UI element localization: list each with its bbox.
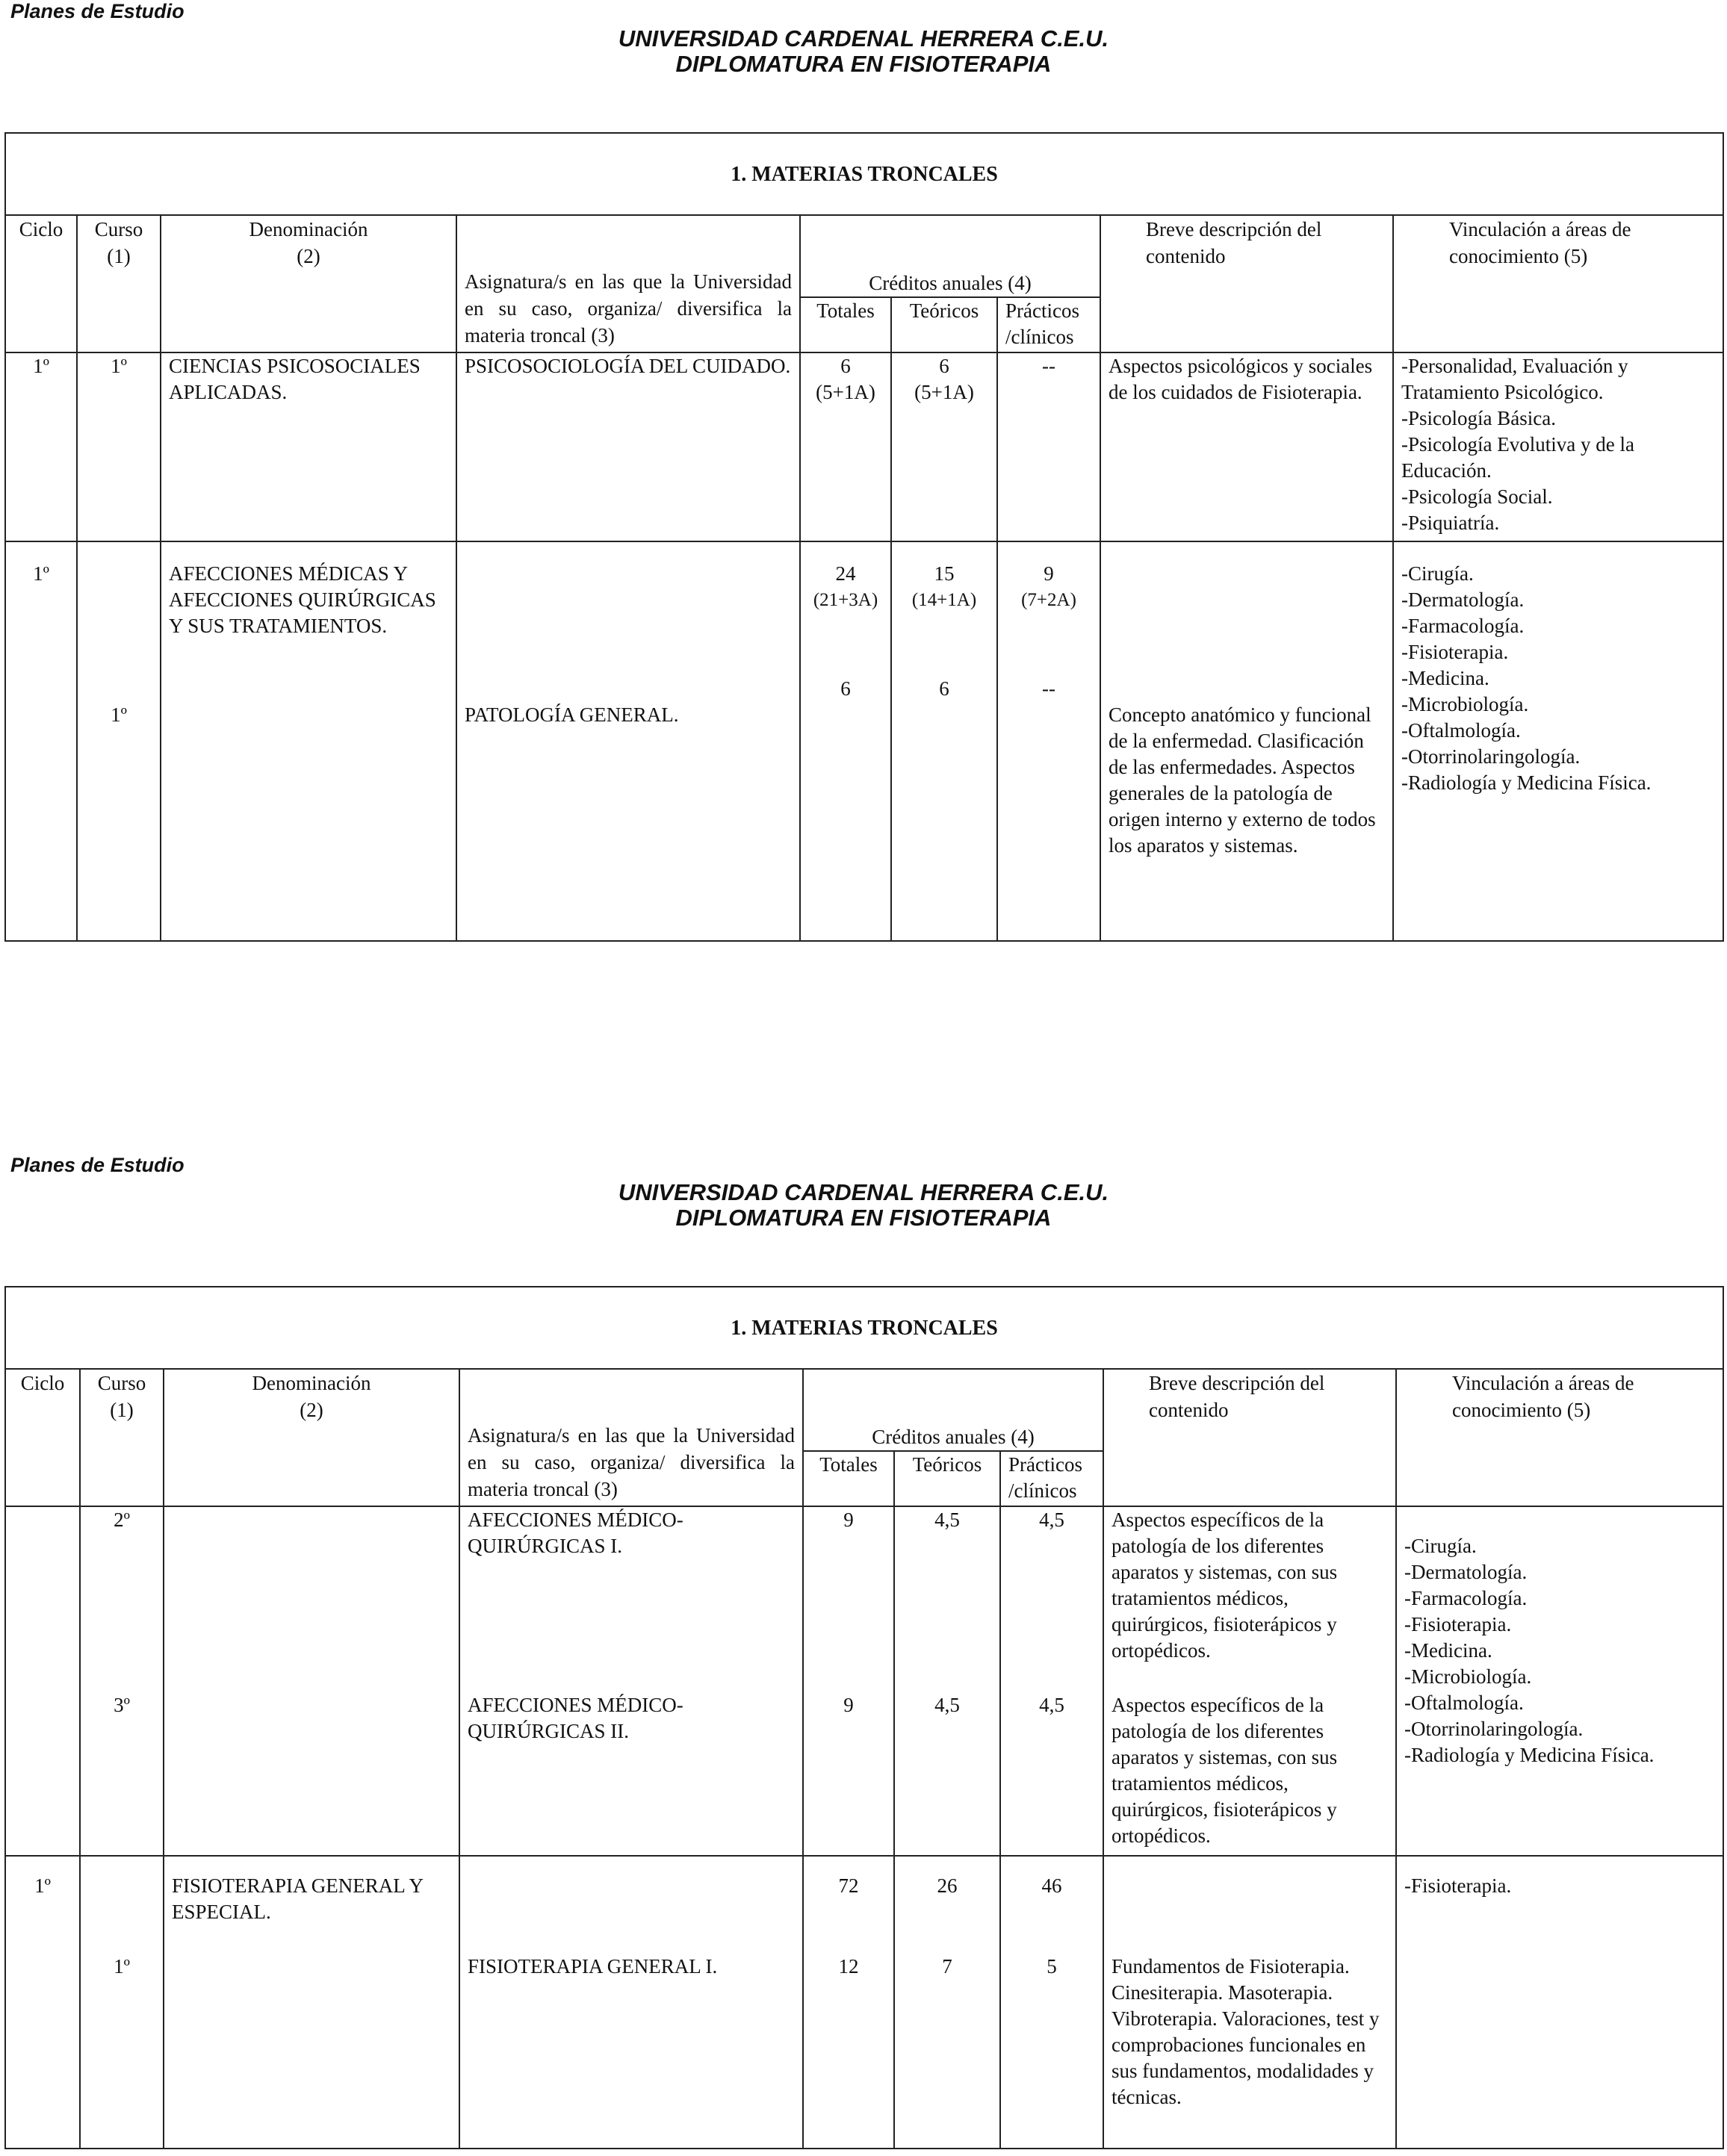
table-row [5, 352, 1723, 541]
col-header-asignatura: Asignatura/s en las que la Universidad en su caso, organiza/ diversifica la materia troncal (3) [459, 1369, 803, 1506]
page-2-header [0, 1154, 1727, 1243]
university-title: UNIVERSIDAD CARDENAL HERRERA C.E.U. [618, 25, 1109, 52]
cell-descripcion: Concepto anatómico y funcional de la enfermedad. Clasificación de las enfermedades. Aspectos generales de la patología de origen interno y externo de todos los aparatos y sistemas. [1100, 541, 1393, 941]
col-header-totales: Totales [803, 1451, 894, 1506]
doc-label: Planes de Estudio [10, 0, 185, 22]
cell-ciclo: 1º [5, 541, 77, 941]
col-header-creditos: Créditos anuales (4) [800, 215, 1100, 297]
page-1-header [0, 0, 1727, 90]
cell-totales: 6 (5+1A) [800, 352, 891, 541]
cell-practicos: 46 5 [1000, 1856, 1103, 2149]
table-title: 1. MATERIAS TRONCALES [5, 1287, 1723, 1369]
col-header-practicos: Prácticos /clínicos [1000, 1451, 1103, 1506]
cell-descripcion: Fundamentos de Fisioterapia. Cinesiterapia. Masoterapia. Vibroterapia. Valoraciones, test y comprobaciones funcionales en sus fundamentos, modalidades y técnicas. [1103, 1856, 1396, 2149]
table-row [5, 541, 1723, 941]
cell-ciclo: 1º [5, 1856, 80, 2149]
col-header-denominacion: Denominación (2) [164, 1369, 459, 1506]
col-header-teoricos: Teóricos [891, 297, 997, 352]
cell-asignatura: AFECCIONES MÉDICO-QUIRÚRGICAS I. AFECCIONES MÉDICO-QUIRÚRGICAS II. [459, 1506, 803, 1856]
col-header-denominacion: Denominación (2) [161, 215, 456, 352]
col-header-practicos: Prácticos /clínicos [997, 297, 1100, 352]
cell-practicos: 9 (7+2A) -- [997, 541, 1100, 941]
col-header-teoricos: Teóricos [894, 1451, 1000, 1506]
col-header-curso: Curso (1) [77, 215, 161, 352]
troncales-table-page-1 [4, 132, 1724, 942]
cell-teoricos: 15 (14+1A) 6 [891, 541, 997, 941]
cell-teoricos: 4,5 4,5 [894, 1506, 1000, 1856]
cell-teoricos: 6 (5+1A) [891, 352, 997, 541]
doc-label: Planes de Estudio [10, 1154, 185, 1176]
cell-denominacion: AFECCIONES MÉDICAS Y AFECCIONES QUIRÚRGICAS Y SUS TRATAMIENTOS. [161, 541, 456, 941]
cell-asignatura: PATOLOGÍA GENERAL. [456, 541, 800, 941]
cell-areas: -Cirugía. -Dermatología. -Farmacología. -Fisioterapia. -Medicina. -Microbiología. -Oftalmología. -Otorrinolaringología. -Radiología y Medicina Física. [1393, 541, 1723, 941]
col-header-totales: Totales [800, 297, 891, 352]
cell-asignatura: PSICOSOCIOLOGÍA DEL CUIDADO. [456, 352, 800, 541]
cell-ciclo [5, 1506, 80, 1856]
cell-curso: 1º [77, 541, 161, 941]
cell-descripcion: Aspectos específicos de la patología de los diferentes aparatos y sistemas, con sus tratamientos médicos, quirúrgicos, fisioterápicos y ortopédicos. Aspectos específicos de la patología de los diferentes aparatos y sistemas, con sus tratamientos médicos, quirúrgicos, fisioterápicos y ortopédicos. [1103, 1506, 1396, 1856]
cell-asignatura: FISIOTERAPIA GENERAL I. [459, 1856, 803, 2149]
col-header-ciclo: Ciclo [5, 1369, 80, 1506]
cell-denominacion: CIENCIAS PSICOSOCIALES APLICADAS. [161, 352, 456, 541]
col-header-creditos: Créditos anuales (4) [803, 1369, 1103, 1451]
degree-title: DIPLOMATURA EN FISIOTERAPIA [675, 1205, 1052, 1231]
degree-title: DIPLOMATURA EN FISIOTERAPIA [675, 51, 1052, 77]
cell-ciclo: 1º [5, 352, 77, 541]
col-header-ciclo: Ciclo [5, 215, 77, 352]
cell-practicos: -- [997, 352, 1100, 541]
troncales-table-page-2 [4, 1286, 1724, 2149]
table-row [5, 1506, 1723, 1856]
col-header-descripcion: Breve descripción del contenido [1103, 1369, 1396, 1506]
cell-curso: 2º 3º [80, 1506, 164, 1856]
table-row [5, 1856, 1723, 2149]
cell-totales: 72 12 [803, 1856, 894, 2149]
cell-areas: -Cirugía. -Dermatología. -Farmacología. -Fisioterapia. -Medicina. -Microbiología. -Oftalmología. -Otorrinolaringología. -Radiología y Medicina Física. [1396, 1506, 1723, 1856]
cell-teoricos: 26 7 [894, 1856, 1000, 2149]
cell-curso: 1º [77, 352, 161, 541]
cell-areas: -Fisioterapia. [1396, 1856, 1723, 2149]
cell-areas: -Personalidad, Evaluación y Tratamiento Psicológico. -Psicología Básica. -Psicología Evolutiva y de la Educación. -Psicología Social. -Psiquiatría. [1393, 352, 1723, 541]
table-title: 1. MATERIAS TRONCALES [5, 133, 1723, 215]
col-header-asignatura: Asignatura/s en las que la Universidad en su caso, organiza/ diversifica la materia troncal (3) [456, 215, 800, 352]
col-header-vinculacion: Vinculación a áreas de conocimiento (5) [1396, 1369, 1723, 1506]
cell-totales: 9 9 [803, 1506, 894, 1856]
cell-denominacion [164, 1506, 459, 1856]
cell-descripcion: Aspectos psicológicos y sociales de los cuidados de Fisioterapia. [1100, 352, 1393, 541]
cell-totales: 24 (21+3A) 6 [800, 541, 891, 941]
col-header-curso: Curso (1) [80, 1369, 164, 1506]
university-title: UNIVERSIDAD CARDENAL HERRERA C.E.U. [618, 1179, 1109, 1205]
cell-denominacion: FISIOTERAPIA GENERAL Y ESPECIAL. [164, 1856, 459, 2149]
cell-curso: 1º [80, 1856, 164, 2149]
col-header-vinculacion: Vinculación a áreas de conocimiento (5) [1393, 215, 1723, 352]
cell-practicos: 4,5 4,5 [1000, 1506, 1103, 1856]
col-header-descripcion: Breve descripción del contenido [1100, 215, 1393, 352]
